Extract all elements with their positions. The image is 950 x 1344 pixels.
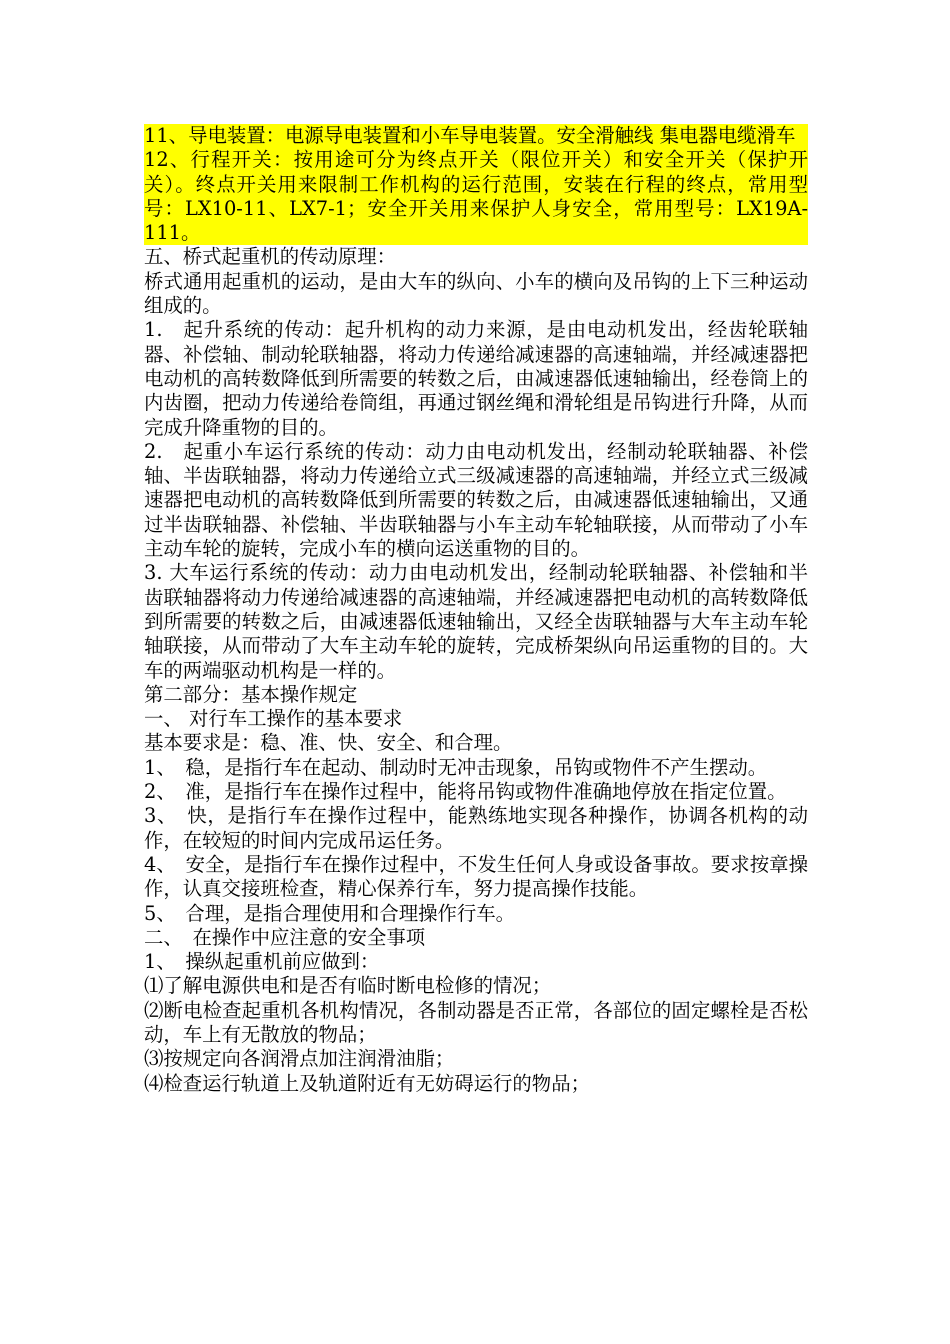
paragraph-motion-overview: 桥式通用起重机的运动，是由大车的纵向、小车的横向及吊钩的上下三种运动组成的。 [144,269,808,318]
list-item-fast: 3、 快，是指行车在操作过程中，能熟练地实现各种操作，协调各机构的动作，在较短的时间内完成吊运任务。 [144,804,808,852]
sub-item-track-check: ⑷检查运行轨道上及轨道附近有无妨碍运行的物品； [144,1071,590,1095]
paragraph-bridge-transmission: 3. 大车运行系统的传动：动力由电动机发出，经制动轮联轴器、补偿轴和半齿联轴器将动力传递给减速器的高速轴端，并经减速器把电动机的高转数降低到所需要的转数之后，由减速器低速轴输出，又经全齿联轴器与大车主动车轮轴联接，从而带动了大车主动车轮的旋转，完成桥架纵向吊运重物的目的。大车的两端驱动机构是一样的。 [144,561,808,682]
heading-basic-requirements: 一、 对行车工操作的基本要求 [144,707,403,731]
list-item-safe: 4、 安全，是指行车在操作过程中，不发生任何人身或设备事故。要求按章操作，认真交接班检查，精心保养行车，努力提高操作技能。 [144,852,808,901]
sub-item-lubrication: ⑶按规定向各润滑点加注润滑油脂； [144,1047,455,1071]
list-item-reasonable: 5、 合理，是指合理使用和合理操作行车。 [144,901,516,925]
paragraph-requirements-summary: 基本要求是：稳、准、快、安全、和合理。 [144,731,513,755]
list-item-accurate: 2、 准，是指行车在操作过程中，能将吊钩或物件准确地停放在指定位置。 [144,780,787,804]
document-body [144,124,808,1096]
list-item-steady: 1、 稳，是指行车在起动、制动时无冲击现象，吊钩或物件不产生摆动。 [144,755,768,779]
list-item-before-operation: 1、 操纵起重机前应做到： [144,950,380,974]
paragraph-travel-switch: 12、行程开关：按用途可分为终点开关（限位开关）和安全开关（保护开关）。终点开关用来限制工作机构的运行范围，安装在行程的终点，常用型号：LX10-11、LX7-1；安全开关用来保护人身安全，常用型号：LX19A-111。 [144,148,808,245]
sub-item-power-off-check: ⑵断电检查起重机各机构情况，各制动器是否正常，各部位的固定螺栓是否松动，车上有无散放的物品； [144,998,808,1046]
sub-item-power-supply: ⑴了解电源供电和是否有临时断电检修的情况； [144,974,552,998]
heading-safety-matters: 二、 在操作中应注意的安全事项 [144,925,426,949]
paragraph-conductor-device: 11、导电装置：电源导电装置和小车导电装置。安全滑触线 集电器电缆滑车 [144,124,808,148]
heading-part-two: 第二部分：基本操作规定 [144,682,358,706]
heading-transmission-principle: 五、桥式起重机的传动原理： [144,245,397,269]
paragraph-hoist-transmission: 1. 起升系统的传动：起升机构的动力来源，是由电动机发出，经齿轮联轴器、补偿轴、制动轮联轴器，将动力传递给减速器的高速轴端，并经减速器把电动机的高转数降低到所需要的转数之后，由减速器低速轴输出，经卷筒上的内齿圈，把动力传递给卷筒组，再通过钢丝绳和滑轮组是吊钩进行升降，从而完成升降重物的目的。 [144,318,808,439]
paragraph-trolley-transmission: 2. 起重小车运行系统的传动：动力由电动机发出，经制动轮联轴器、补偿轴、半齿联轴器，将动力传递给立式三级减速器的高速轴端，并经立式三级减速器把电动机的高转数降低到所需要的转数之后，由减速器低速轴输出，又通过半齿联轴器、补偿轴、半齿联轴器与小车主动车轮轴联接，从而带动了小车主动车轮的旋转，完成小车的横向运送重物的目的。 [144,439,808,561]
